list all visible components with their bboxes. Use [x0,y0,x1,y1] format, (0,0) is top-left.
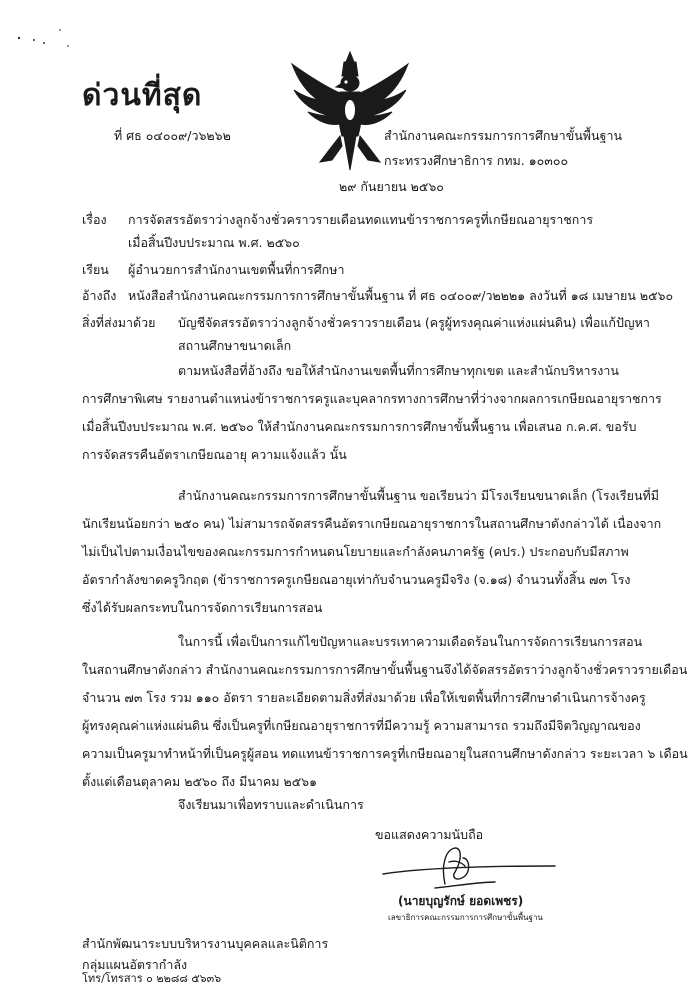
office-address: กระทรวงศึกษาธิการ กทม. ๑๐๓๐๐ [384,153,569,168]
closing-line: จึงเรียนมาเพื่อทราบและดำเนินการ [178,797,364,812]
paragraph-line: สำนักงานคณะกรรมการการศึกษาขั้นพื้นฐาน ขอเรียนว่า มีโรงเรียนขนาดเล็ก (โรงเรียนที่มี [178,488,659,503]
paragraph-line: อัตรากำลังขาดครูวิกฤต (ข้าราชการครูเกษียณอายุเท่ากับจำนวนครูมีจริง (จ.๑๘) จำนวนทั้งสิ้น ๗๓ โรง [82,572,631,587]
body-paragraph-3 [82,628,688,796]
recipient-label: เรียน [82,262,109,277]
office-name: สำนักงานคณะกรรมการการศึกษาขั้นพื้นฐาน [384,128,623,143]
subject-line-1: การจัดสรรอัตราว่างลูกจ้างชั่วคราวรายเดือนทดแทนข้าราชการครูที่เกษียณอายุราชการ [128,212,594,227]
enclosure-label: สิ่งที่ส่งมาด้วย [82,315,156,330]
paragraph-line: การศึกษาพิเศษ รายงานตำแหน่งข้าราชการครูและบุคลากรทางการศึกษาที่ว่างจากผลการเกษียณอายุราชการ [82,391,662,406]
paragraph-line: ในสถานศึกษาดังกล่าว สำนักงานคณะกรรมการการศึกษาขั้นพื้นฐานจึงได้จัดสรรอัตราว่างลูกจ้างชั่วคราวรายเดือน [82,662,688,677]
recipient-text: ผู้อำนวยการสำนักงานเขตพื้นที่การศึกษา [128,262,345,277]
body-paragraph-2 [82,482,661,622]
paragraph-line: การจัดสรรคืนอัตราเกษียณอายุ ความแจ้งแล้ว นั้น [82,447,347,462]
reference-label: อ้างถึง [82,288,117,303]
enclosure-line-2: สถานศึกษาขนาดเล็ก [178,338,292,353]
subject-label: เรื่อง [82,212,107,227]
signatory-position: เลขาธิการคณะกรรมการการศึกษาขั้นพื้นฐาน [388,913,543,922]
paragraph-line: เมื่อสิ้นปีงบประมาณ พ.ศ. ๒๕๖๐ ให้สำนักงานคณะกรรมการการศึกษาขั้นพื้นฐาน เพื่อเสนอ ก.ค.ศ. ขอรับ [82,419,637,434]
document-ref-number: ที่ ศธ ๐๔๐๐๙/ว๖๒๖๒ [114,128,231,143]
paragraph-line: ในการนี้ เพื่อเป็นการแก้ไขปัญหาและบรรเทาความเดือดร้อนในการจัดการเรียนการสอน [178,634,643,649]
paragraph-line: ไม่เป็นไปตามเงื่อนไขของคณะกรรมการกำหนดนโยบายและกำลังคนภาครัฐ (คปร.) ประกอบกับมีสภาพ [82,544,629,559]
signatory-name: (นายบุญรักษ์ ยอดเพชร) [398,894,524,908]
regards-text: ขอแสดงความนับถือ [375,827,484,842]
paragraph-line: ซึ่งได้รับผลกระทบในการจัดการเรียนการสอน [82,600,323,615]
paragraph-line: ตั้งแต่เดือนตุลาคม ๒๕๖๐ ถึง มีนาคม ๒๕๖๑ [82,774,318,789]
paragraph-line: ผู้ทรงคุณค่าแห่งแผ่นดิน ซึ่งเป็นครูที่เกษียณอายุราชการที่มีความรู้ ความสามารถ รวมถึงมีจิตวิญญาณของ [82,718,641,733]
subject-line-2: เมื่อสิ้นปีงบประมาณ พ.ศ. ๒๕๖๐ [128,235,300,250]
paragraph-line: ตามหนังสือที่อ้างถึง ขอให้สำนักงานเขตพื้นที่การศึกษาทุกเขต และสำนักบริหารงาน [178,363,619,378]
footer-phone: โทร/โทรสาร ๐ ๒๒๘๘ ๕๖๓๖ [82,972,222,985]
reference-text: หนังสือสำนักงานคณะกรรมการการศึกษาขั้นพื้นฐาน ที่ ศธ ๐๔๐๐๙/ว๒๒๒๑ ลงวันที่ ๑๘ เมษายน ๒๕๖๐ [128,288,674,303]
footer-group: กลุ่มแผนอัตรากำลัง [82,957,188,972]
handwritten-signature-icon [375,836,565,896]
footer-unit: สำนักพัฒนาระบบบริหารงานบุคคลและนิติการ [82,936,329,951]
paragraph-line: จำนวน ๗๓ โรง รวม ๑๑๐ อัตรา รายละเอียดตามสิ่งที่ส่งมาด้วย เพื่อให้เขตพื้นที่การศึกษาดำเนินการจ้างครู [82,690,646,705]
paragraph-line: ความเป็นครูมาทำหน้าที่เป็นครูผู้สอน ทดแทนข้าราชการครูที่เกษียณอายุในสถานศึกษาดังกล่าว ระยะเวลา ๖ เดือน [82,746,688,761]
paragraph-line: นักเรียนน้อยกว่า ๒๕๐ คน) ไม่สามารถจัดสรรคืนอัตราเกษียณอายุราชการในสถานศึกษาดังกล่าวได้ เนื่องจาก [82,516,662,531]
body-paragraph-1 [82,357,662,469]
document-date: ๒๙ กันยายน ๒๕๖๐ [339,179,444,194]
urgency-stamp: ด่วนที่สุด [82,78,203,113]
enclosure-line-1: บัญชีจัดสรรอัตราว่างลูกจ้างชั่วคราวรายเดือน (ครูผู้ทรงคุณค่าแห่งแผ่นดิน) เพื่อแก้ปัญหา [178,315,650,330]
